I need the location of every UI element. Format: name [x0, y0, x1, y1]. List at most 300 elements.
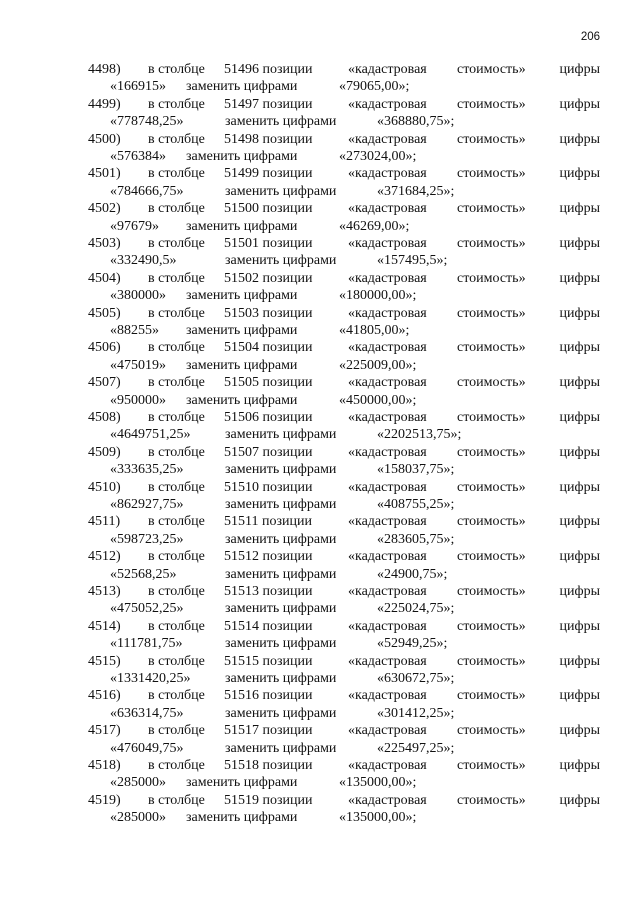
amendment-entry — [0, 305, 639, 340]
entry-line-1 — [0, 653, 639, 670]
entry-line-2 — [0, 600, 639, 617]
entry-line-1 — [0, 409, 639, 426]
cadastral-word: «кадастровая — [348, 757, 427, 773]
replace-phrase: заменить цифрами — [186, 357, 298, 373]
cadastral-word: «кадастровая — [348, 792, 427, 808]
column-number — [224, 409, 313, 426]
position-word: позиции — [262, 270, 313, 286]
replace-phrase: заменить цифрами — [186, 148, 298, 164]
position-word: позиции — [262, 166, 313, 182]
position-word: позиции — [262, 201, 313, 217]
amendment-entry — [0, 96, 639, 131]
digits-word: цифры — [559, 166, 600, 182]
value-word: стоимость» — [457, 514, 526, 530]
position-word: позиции — [262, 479, 313, 495]
position-word: позиции — [262, 96, 313, 112]
amendment-entry — [0, 653, 639, 688]
entry-line-1 — [0, 687, 639, 704]
amendment-entry — [0, 722, 639, 757]
entry-line-1 — [0, 444, 639, 461]
entry-line-1 — [0, 96, 639, 113]
entry-line-2 — [0, 705, 639, 722]
old-value: «636314,75» — [110, 705, 184, 721]
amendment-entry — [0, 792, 639, 827]
entry-line-1 — [0, 305, 639, 322]
amendment-entry — [0, 374, 639, 409]
old-value: «950000» — [110, 392, 166, 408]
replace-phrase: заменить цифрами — [225, 531, 337, 547]
digits-word: цифры — [559, 305, 600, 321]
new-value: «408755,25»; — [377, 496, 455, 512]
amendment-entry — [0, 618, 639, 653]
entry-line-1 — [0, 235, 639, 252]
column-number — [224, 687, 313, 704]
old-value: «380000» — [110, 288, 166, 304]
digits-word: цифры — [559, 201, 600, 217]
new-value: «301412,25»; — [377, 705, 455, 721]
column-number-value: 51514 — [224, 618, 259, 634]
column-number-value: 51499 — [224, 166, 259, 182]
item-number: 4504) — [88, 270, 121, 286]
value-word: стоимость» — [457, 340, 526, 356]
position-word: позиции — [262, 757, 313, 773]
cadastral-word: «кадастровая — [348, 723, 427, 739]
new-value: «225009,00»; — [339, 357, 417, 373]
old-value: «111781,75» — [110, 636, 183, 652]
item-number: 4499) — [88, 96, 121, 112]
entry-line-1 — [0, 618, 639, 635]
amendment-entry — [0, 513, 639, 548]
digits-word: цифры — [559, 757, 600, 773]
value-word: стоимость» — [457, 409, 526, 425]
column-phrase: в столбце — [148, 792, 205, 808]
old-value: «52568,25» — [110, 566, 177, 582]
item-number: 4511) — [88, 514, 121, 530]
value-word: стоимость» — [457, 375, 526, 391]
column-phrase: в столбце — [148, 583, 205, 599]
column-phrase: в столбце — [148, 618, 205, 634]
digits-word: цифры — [559, 514, 600, 530]
item-number: 4513) — [88, 583, 121, 599]
column-phrase: в столбце — [148, 479, 205, 495]
column-number-value: 51518 — [224, 757, 259, 773]
column-number — [224, 583, 313, 600]
value-word: стоимость» — [457, 583, 526, 599]
column-number — [224, 722, 313, 739]
column-number — [224, 235, 313, 252]
column-number-value: 51510 — [224, 479, 259, 495]
entry-line-2 — [0, 566, 639, 583]
digits-word: цифры — [559, 792, 600, 808]
old-value: «332490,5» — [110, 253, 177, 269]
entry-line-1 — [0, 513, 639, 530]
cadastral-word: «кадастровая — [348, 201, 427, 217]
entry-line-1 — [0, 722, 639, 739]
value-word: стоимость» — [457, 270, 526, 286]
new-value: «135000,00»; — [339, 775, 417, 791]
column-number — [224, 757, 313, 774]
value-word: стоимость» — [457, 62, 526, 77]
cadastral-word: «кадастровая — [348, 166, 427, 182]
replace-phrase: заменить цифрами — [225, 496, 337, 512]
value-word: стоимость» — [457, 96, 526, 112]
entry-line-2 — [0, 392, 639, 409]
column-number-value: 51515 — [224, 653, 259, 669]
cadastral-word: «кадастровая — [348, 688, 427, 704]
column-number — [224, 165, 313, 182]
replace-phrase: заменить цифрами — [225, 427, 337, 443]
column-number-value: 51497 — [224, 96, 259, 112]
replace-phrase: заменить цифрами — [186, 288, 298, 304]
column-number-value: 51504 — [224, 340, 259, 356]
column-phrase: в столбце — [148, 305, 205, 321]
position-word: позиции — [262, 62, 313, 77]
cadastral-word: «кадастровая — [348, 479, 427, 495]
new-value: «273024,00»; — [339, 148, 417, 164]
replace-phrase: заменить цифрами — [186, 392, 298, 408]
new-value: «368880,75»; — [377, 114, 455, 130]
replace-phrase: заменить цифрами — [186, 810, 298, 826]
replace-phrase: заменить цифрами — [225, 705, 337, 721]
digits-word: цифры — [559, 375, 600, 391]
old-value: «576384» — [110, 148, 166, 164]
column-number-value: 51516 — [224, 688, 259, 704]
column-number — [224, 479, 313, 496]
position-word: позиции — [262, 792, 313, 808]
value-word: стоимость» — [457, 723, 526, 739]
digits-word: цифры — [559, 270, 600, 286]
column-phrase: в столбце — [148, 549, 205, 565]
digits-word: цифры — [559, 235, 600, 251]
column-number — [224, 792, 313, 809]
cadastral-word: «кадастровая — [348, 235, 427, 251]
item-number: 4510) — [88, 479, 121, 495]
entry-line-1 — [0, 270, 639, 287]
entry-line-1 — [0, 548, 639, 565]
item-number: 4512) — [88, 549, 121, 565]
new-value: «225024,75»; — [377, 601, 455, 617]
column-number — [224, 200, 313, 217]
entry-line-2 — [0, 635, 639, 652]
column-number-value: 51512 — [224, 549, 259, 565]
amendment-entry — [0, 165, 639, 200]
item-number: 4509) — [88, 444, 121, 460]
column-phrase: в столбце — [148, 653, 205, 669]
entry-line-1 — [0, 131, 639, 148]
new-value: «158037,75»; — [377, 462, 455, 478]
new-value: «2202513,75»; — [377, 427, 462, 443]
column-number-value: 51500 — [224, 201, 259, 217]
cadastral-word: «кадастровая — [348, 514, 427, 530]
old-value: «862927,75» — [110, 496, 184, 512]
replace-phrase: заменить цифрами — [225, 183, 337, 199]
cadastral-word: «кадастровая — [348, 549, 427, 565]
column-phrase: в столбце — [148, 409, 205, 425]
entry-line-2 — [0, 287, 639, 304]
old-value: «1331420,25» — [110, 670, 191, 686]
column-number — [224, 548, 313, 565]
old-value: «333635,25» — [110, 462, 184, 478]
new-value: «180000,00»; — [339, 288, 417, 304]
entry-line-2 — [0, 78, 639, 95]
column-number-value: 51506 — [224, 409, 259, 425]
entry-line-2 — [0, 218, 639, 235]
item-number: 4501) — [88, 166, 121, 182]
item-number: 4519) — [88, 792, 121, 808]
item-number: 4502) — [88, 201, 121, 217]
entry-line-1 — [0, 165, 639, 182]
replace-phrase: заменить цифрами — [186, 322, 298, 338]
new-value: «41805,00»; — [339, 322, 410, 338]
replace-phrase: заменить цифрами — [225, 636, 337, 652]
column-number-value: 51519 — [224, 792, 259, 808]
cadastral-word: «кадастровая — [348, 270, 427, 286]
replace-phrase: заменить цифрами — [186, 775, 298, 791]
item-number: 4505) — [88, 305, 121, 321]
new-value: «52949,25»; — [377, 636, 448, 652]
column-number — [224, 96, 313, 113]
item-number: 4515) — [88, 653, 121, 669]
column-phrase: в столбце — [148, 514, 205, 530]
column-number-value: 51498 — [224, 131, 259, 147]
position-word: позиции — [262, 131, 313, 147]
value-word: стоимость» — [457, 618, 526, 634]
column-phrase: в столбце — [148, 166, 205, 182]
value-word: стоимость» — [457, 653, 526, 669]
replace-phrase: заменить цифрами — [186, 218, 298, 234]
old-value: «97679» — [110, 218, 159, 234]
cadastral-word: «кадастровая — [348, 444, 427, 460]
column-phrase: в столбце — [148, 96, 205, 112]
column-phrase: в столбце — [148, 340, 205, 356]
item-number: 4508) — [88, 409, 121, 425]
position-word: позиции — [262, 549, 313, 565]
digits-word: цифры — [559, 479, 600, 495]
entry-line-2 — [0, 809, 639, 826]
item-number: 4517) — [88, 723, 121, 739]
column-phrase: в столбце — [148, 757, 205, 773]
old-value: «778748,25» — [110, 114, 184, 130]
value-word: стоимость» — [457, 166, 526, 182]
position-word: позиции — [262, 305, 313, 321]
value-word: стоимость» — [457, 792, 526, 808]
old-value: «88255» — [110, 322, 159, 338]
old-value: «475019» — [110, 357, 166, 373]
old-value: «166915» — [110, 79, 166, 95]
amendment-entry — [0, 479, 639, 514]
column-phrase: в столбце — [148, 201, 205, 217]
cadastral-word: «кадастровая — [348, 131, 427, 147]
position-word: позиции — [262, 340, 313, 356]
position-word: позиции — [261, 514, 312, 530]
entry-line-2 — [0, 426, 639, 443]
value-word: стоимость» — [457, 131, 526, 147]
new-value: «371684,25»; — [377, 183, 455, 199]
old-value: «598723,25» — [110, 531, 184, 547]
entry-line-2 — [0, 252, 639, 269]
position-word: позиции — [262, 653, 313, 669]
entry-line-2 — [0, 113, 639, 130]
entry-line-1 — [0, 479, 639, 496]
position-word: позиции — [262, 723, 313, 739]
amendment-list — [0, 61, 639, 827]
amendment-entry — [0, 444, 639, 479]
entry-line-2 — [0, 183, 639, 200]
amendment-entry — [0, 583, 639, 618]
item-number: 4514) — [88, 618, 121, 634]
item-number: 4500) — [88, 131, 121, 147]
digits-word: цифры — [559, 96, 600, 112]
column-phrase: в столбце — [148, 688, 205, 704]
digits-word: цифры — [559, 688, 600, 704]
column-number — [224, 305, 313, 322]
position-word: позиции — [262, 618, 313, 634]
digits-word: цифры — [559, 583, 600, 599]
replace-phrase: заменить цифрами — [225, 114, 337, 130]
old-value: «285000» — [110, 775, 166, 791]
column-number — [224, 618, 313, 635]
column-phrase: в столбце — [148, 375, 205, 391]
entry-line-2 — [0, 740, 639, 757]
entry-line-2 — [0, 148, 639, 165]
column-number — [224, 131, 313, 148]
cadastral-word: «кадастровая — [348, 340, 427, 356]
new-value: «283605,75»; — [377, 531, 455, 547]
old-value: «476049,75» — [110, 740, 184, 756]
entry-line-1 — [0, 61, 639, 78]
item-number: 4503) — [88, 235, 121, 251]
item-number: 4507) — [88, 375, 121, 391]
amendment-entry — [0, 548, 639, 583]
new-value: «46269,00»; — [339, 218, 410, 234]
column-number-value: 51505 — [224, 375, 259, 391]
cadastral-word: «кадастровая — [348, 409, 427, 425]
page-number: 206 — [580, 31, 600, 43]
cadastral-word: «кадастровая — [348, 618, 427, 634]
digits-word: цифры — [559, 409, 600, 425]
amendment-entry — [0, 270, 639, 305]
value-word: стоимость» — [457, 444, 526, 460]
replace-phrase: заменить цифрами — [225, 670, 337, 686]
cadastral-word: «кадастровая — [348, 653, 427, 669]
column-phrase: в столбце — [148, 131, 205, 147]
value-word: стоимость» — [457, 479, 526, 495]
old-value: «285000» — [110, 810, 166, 826]
column-phrase: в столбце — [148, 270, 205, 286]
digits-word: цифры — [559, 549, 600, 565]
amendment-entry — [0, 409, 639, 444]
amendment-entry — [0, 757, 639, 792]
amendment-entry — [0, 131, 639, 166]
value-word: стоимость» — [457, 757, 526, 773]
cadastral-word: «кадастровая — [348, 583, 427, 599]
item-number: 4516) — [88, 688, 121, 704]
new-value: «79065,00»; — [339, 79, 410, 95]
column-number-value: 51501 — [224, 235, 259, 251]
new-value: «450000,00»; — [339, 392, 417, 408]
entry-line-1 — [0, 757, 639, 774]
position-word: позиции — [262, 444, 313, 460]
item-number: 4518) — [88, 757, 121, 773]
column-phrase: в столбце — [148, 723, 205, 739]
digits-word: цифры — [559, 62, 600, 77]
entry-line-2 — [0, 531, 639, 548]
value-word: стоимость» — [457, 688, 526, 704]
entry-line-2 — [0, 670, 639, 687]
amendment-entry — [0, 235, 639, 270]
digits-word: цифры — [559, 618, 600, 634]
entry-line-1 — [0, 583, 639, 600]
column-number — [224, 339, 313, 356]
column-number-value: 51517 — [224, 723, 259, 739]
amendment-entry — [0, 200, 639, 235]
position-word: позиции — [262, 409, 313, 425]
entry-line-2 — [0, 322, 639, 339]
digits-word: цифры — [559, 723, 600, 739]
entry-line-1 — [0, 374, 639, 391]
position-word: позиции — [262, 235, 313, 251]
column-number — [224, 513, 312, 530]
replace-phrase: заменить цифрами — [225, 601, 337, 617]
value-word: стоимость» — [457, 201, 526, 217]
value-word: стоимость» — [457, 549, 526, 565]
entry-line-2 — [0, 461, 639, 478]
new-value: «157495,5»; — [377, 253, 448, 269]
old-value: «784666,75» — [110, 183, 184, 199]
cadastral-word: «кадастровая — [348, 375, 427, 391]
column-number — [224, 444, 313, 461]
column-number-value: 51507 — [224, 444, 259, 460]
cadastral-word: «кадастровая — [348, 305, 427, 321]
replace-phrase: заменить цифрами — [225, 462, 337, 478]
new-value: «24900,75»; — [377, 566, 448, 582]
digits-word: цифры — [559, 340, 600, 356]
position-word: позиции — [262, 375, 313, 391]
digits-word: цифры — [559, 653, 600, 669]
amendment-entry — [0, 339, 639, 374]
amendment-entry — [0, 687, 639, 722]
replace-phrase: заменить цифрами — [225, 253, 337, 269]
column-number — [224, 653, 313, 670]
amendment-entry — [0, 61, 639, 96]
position-word: позиции — [262, 583, 313, 599]
old-value: «4649751,25» — [110, 427, 191, 443]
replace-phrase: заменить цифрами — [225, 566, 337, 582]
replace-phrase: заменить цифрами — [225, 740, 337, 756]
column-number-value: 51513 — [224, 583, 259, 599]
replace-phrase: заменить цифрами — [186, 79, 298, 95]
column-phrase: в столбце — [148, 62, 205, 77]
position-word: позиции — [262, 688, 313, 704]
cadastral-word: «кадастровая — [348, 62, 427, 77]
new-value: «630672,75»; — [377, 670, 455, 686]
digits-word: цифры — [559, 444, 600, 460]
column-number — [224, 61, 313, 78]
column-number-value: 51511 — [224, 514, 259, 530]
column-phrase: в столбце — [148, 444, 205, 460]
value-word: стоимость» — [457, 305, 526, 321]
column-number-value: 51502 — [224, 270, 259, 286]
cadastral-word: «кадастровая — [348, 96, 427, 112]
entry-line-1 — [0, 792, 639, 809]
item-number: 4498) — [88, 62, 121, 77]
entry-line-1 — [0, 339, 639, 356]
entry-line-2 — [0, 774, 639, 791]
column-number-value: 51503 — [224, 305, 259, 321]
new-value: «135000,00»; — [339, 810, 417, 826]
column-phrase: в столбце — [148, 235, 205, 251]
entry-line-1 — [0, 200, 639, 217]
